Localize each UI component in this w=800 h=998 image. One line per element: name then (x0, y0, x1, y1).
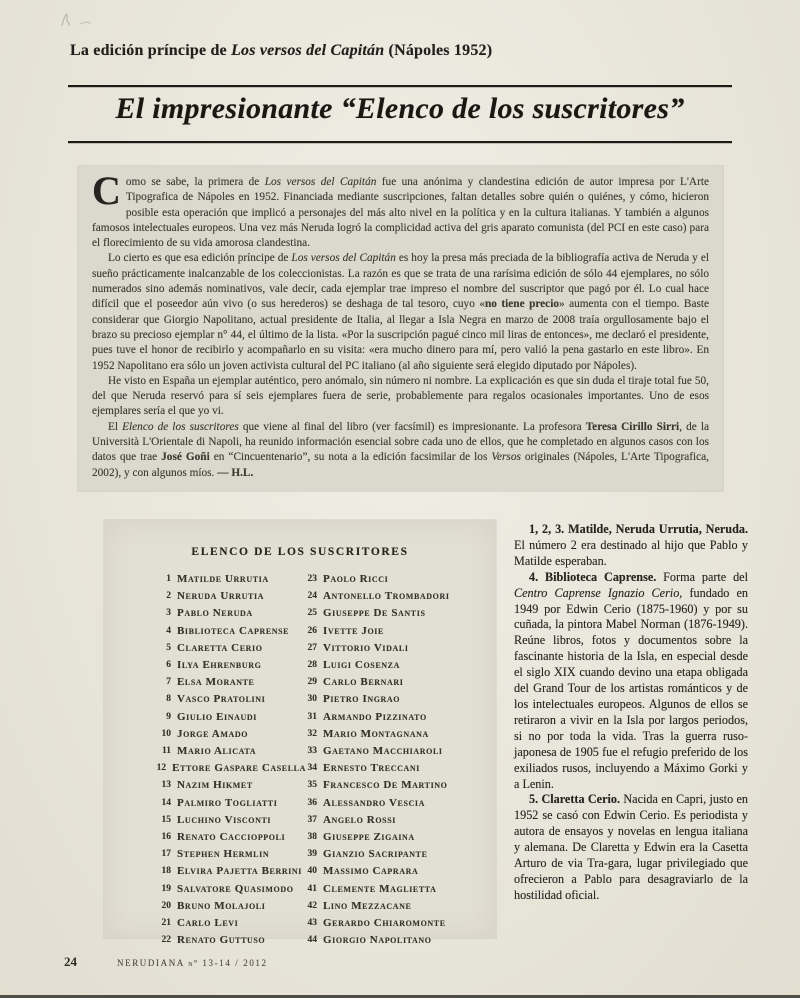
subscriber-name: Vasco Pratolini (177, 693, 266, 706)
subscriber-entry (156, 743, 306, 760)
subscriber-number: 31 (307, 711, 317, 722)
subscriber-name: Carlo Levi (177, 917, 239, 930)
subscriber-name: Bruno Molajoli (177, 899, 266, 912)
journal-name: NERUDIANA nº 13-14 / 2012 (117, 958, 268, 968)
subscriber-entry (302, 709, 472, 726)
subscriber-name: Mario Alicata (177, 745, 257, 758)
subscriber-number: 35 (307, 780, 317, 791)
subscriber-number: 33 (307, 746, 317, 757)
subscriber-number: 37 (307, 814, 317, 825)
subscriber-entry (302, 863, 472, 880)
subscriber-entry (156, 777, 306, 794)
subscriber-number: 1 (166, 574, 171, 584)
subscriber-name: Renato Guttuso (177, 934, 266, 947)
top-divider (68, 85, 732, 87)
subscriber-number: 30 (307, 694, 317, 705)
subscriber-number: 22 (161, 935, 171, 946)
subscriber-number: 2 (166, 591, 171, 602)
subscriber-name: Pablo Neruda (177, 607, 253, 620)
subscriber-name: Elvira Pajetta Berrini (177, 865, 303, 878)
intro-paragraph: Lo cierto es que esa edición príncipe de Los versos del Capitán es hoy la presa más preciada de la bibliografía activa de Neruda y el sueño prácticamente inalcanzable de los coleccionistas. La razón es que se trata de una rarísima edición de sólo 44 ejemplares, no sólo numerados sino además nominativos, vale decir, cada ejemplar trae impreso el nombre del suscriptor que pagó por él. Lo cual hace difícil que el poseedor aún vivo (o sus herederos) se deshaga de tal tesoro, cuyo «no tiene precio» aumenta con el tiempo. Baste considerar que Giorgio Napolitano, actual presidente de Italia, al llegar a Isla Negra en marzo de 2008 traía orgullosamente bajo el brazo su precioso ejemplar n° 44, el último de la lista. «Por la suscripción pagué cinco mil liras de entonces», me declaró el presidente, pues tuve el honor de recibirlo y acompañarlo en su visita: «era mucho dinero para mí, pero valió la pena gastarlo en este libro». En 1952 Napolitano era sólo un joven activista cultural del PC italiano (al año siguiente será elegido diputado por Nápoles). (92, 252, 710, 372)
subscriber-number: 25 (307, 608, 317, 619)
subscriber-name: Carlo Bernari (323, 676, 404, 689)
subscriber-name: Neruda Urrutia (177, 590, 265, 603)
subscriber-name: Ernesto Treccani (323, 762, 420, 775)
subscriber-number: 8 (166, 694, 171, 705)
subscriber-name: Vittorio Vidali (323, 641, 409, 654)
subscriber-entry (156, 605, 306, 622)
subscriber-name: Claretta Cerio (177, 641, 263, 654)
subscriber-number: 34 (307, 763, 317, 774)
subscriber-number: 18 (161, 866, 171, 877)
subscriber-number: 38 (307, 832, 317, 843)
subscriber-name: Clemente Maglietta (323, 882, 437, 895)
subscriber-entry (302, 846, 472, 863)
subscriber-number: 9 (166, 711, 171, 722)
subscriber-number: 26 (307, 625, 317, 636)
subscriber-name: Nazim Hikmet (177, 779, 253, 792)
subscriber-entry (156, 691, 306, 708)
subscriber-entry (156, 932, 306, 949)
subscriber-entry (302, 932, 472, 949)
subscriber-name: Luigi Cosenza (323, 659, 400, 672)
intro-panel (78, 166, 723, 491)
subscriber-column-right (302, 571, 472, 949)
kicker: La edición príncipe de Los versos del Capitán (Nápoles 1952) (70, 42, 493, 59)
subscriber-number: 16 (161, 832, 171, 843)
subscriber-name: Pietro Ingrao (323, 693, 401, 706)
subscriber-name: Renato Caccioppoli (177, 831, 286, 844)
subscriber-entry (156, 915, 306, 932)
subscriber-number: 15 (161, 814, 171, 825)
subscriber-name: Giuseppe De Santis (323, 607, 426, 620)
note-paragraph: 4. Biblioteca Caprense. Forma parte del Centro Caprense Ignazio Cerio, fundado en 1949 por Edwin Cerio (1875-1960) y por su cuñada, la pintora Mabel Norman (1876-1949). Reúne libros, fotos y documentos sobre la fascinante historia de la Isla, en especial desde el siglo XIX cuando devino una etapa obligada del Grand Tour de los artistas románticos y de los intelectuales europeos. Algunos de ellos se retiraron a vivir en la Isla por largos periodos, si no por toda la vida. Tras la guerra ruso-japonesa de 1905 fue el refugio preferido de los exiliados rusos, incluyendo a Máximo Gorki y a Lenin. (514, 569, 748, 791)
subscriber-number: 11 (162, 746, 171, 757)
subscriber-name: Matilde Urrutia (177, 573, 269, 585)
subscriber-entry (302, 898, 472, 915)
subscriber-number: 12 (156, 763, 167, 774)
subscriber-entry (302, 691, 472, 708)
subscriber-number: 42 (307, 900, 317, 911)
subscriber-number: 28 (307, 660, 317, 671)
subscriber-entry (156, 674, 306, 691)
subscriber-entry (156, 623, 306, 640)
subscriber-entry (302, 605, 472, 622)
subscriber-name: Angelo Rossi (323, 813, 396, 826)
subscriber-name: Salvatore Quasimodo (177, 882, 294, 895)
drop-cap: C (92, 168, 121, 213)
subscriber-name: Lino Mezzacane (323, 899, 412, 912)
subscriber-name: Stephen Hermlin (177, 848, 270, 861)
subscriber-column-left (156, 571, 306, 949)
subscriber-name: Giorgio Napolitano (323, 934, 432, 947)
subscriber-number: 27 (307, 642, 317, 653)
subscriber-name: Palmiro Togliatti (177, 796, 278, 809)
subscriber-name: Ettore Gaspare Casella (172, 762, 306, 775)
subscriber-entry (302, 657, 472, 674)
subscriber-name: Gianzio Sacripante (323, 848, 428, 861)
subscriber-name: Ilya Ehrenburg (177, 659, 262, 672)
subscriber-entry (302, 588, 472, 605)
page-number: 24 (64, 954, 77, 969)
subscriber-name: Paolo Ricci (323, 573, 389, 585)
subscriber-entry (156, 640, 306, 657)
subscriber-name: Luchino Visconti (177, 813, 272, 826)
subscriber-number: 41 (307, 883, 317, 894)
subscriber-number: 19 (161, 883, 171, 894)
subscriber-number: 39 (307, 849, 317, 860)
subscriber-entry (156, 829, 306, 846)
subscriber-entry (302, 726, 472, 743)
subscriber-number: 3 (166, 608, 171, 619)
subscriber-name: Mario Montagnana (323, 727, 429, 740)
subscriber-name: Jorge Amado (177, 727, 249, 740)
note-paragraph: 1, 2, 3. Matilde, Neruda Urrutia, Neruda. El número 2 era destinado al hijo que Pablo y Matilde esperaban. (514, 522, 748, 568)
note-paragraph: 5. Claretta Cerio. Nacida en Capri, justo en 1952 se casó con Edwin Cerio. Es periodista y autora de ensayos y novelas en lengua italiana y alemana. De Claretta y Edwin era la Casetta Arturo de via Tra-gara, lugar privilegiado que ofrecieron a Pablo para desagraviarlo de la hostilidad oficial. (514, 792, 748, 902)
subscriber-number: 14 (161, 797, 171, 808)
subscriber-entry (302, 777, 472, 794)
title-divider (68, 141, 732, 143)
subscriber-number: 4 (166, 625, 171, 636)
subscriber-number: 32 (307, 728, 317, 739)
subscriber-entry (156, 863, 306, 880)
subscriber-entry (156, 726, 306, 743)
elenco-heading: ELENCO DE LOS SUSCRITORES (191, 546, 409, 558)
subscriber-number: 6 (166, 660, 171, 671)
subscriber-entry (156, 795, 306, 812)
subscriber-entry (302, 881, 472, 898)
subscriber-entry (156, 898, 306, 915)
subscriber-number: 21 (161, 918, 171, 929)
subscriber-entry (302, 743, 472, 760)
subscriber-entry (156, 657, 306, 674)
subscriber-name: Giulio Einaudi (177, 710, 257, 723)
subscriber-columns (104, 571, 496, 949)
subscriber-name: Giuseppe Zigaina (323, 831, 415, 844)
subscriber-entry (302, 915, 472, 932)
subscriber-number: 43 (307, 918, 317, 929)
subscriber-entry (156, 588, 306, 605)
subscriber-name: Armando Pizzinato (323, 710, 427, 723)
subscriber-name: Francesco De Martino (323, 779, 448, 792)
subscriber-name: Gaetano Macchiaroli (323, 745, 443, 758)
subscriber-entry (302, 760, 472, 777)
intro-paragraph: El Elenco de los suscritores que viene al final del libro (ver facsímil) es impresionante. La profesora Teresa Cirillo Sirri, de la Università L'Orientale di Napoli, ha reunido información esencial sobre cada uno de ellos, que he completado en algunos casos con los datos que trae José Goñi en “Cincuentenario”, su nota a la edición facsimilar de los Versos originales (Nápoles, L'Arte Tipografica, 2002), y con algunos míos. — H.L. (92, 420, 710, 479)
subscriber-entry (302, 812, 472, 829)
subscriber-number: 13 (161, 780, 171, 791)
paragraph-text: omo se sabe, la primera de Los versos del Capitán fue una anónima y clandestina edición de autor impresa por L'Arte Tipografica de Nápoles en 1952. Financiada mediante suscripciones, faltan detalles sobre quién o quiénes, y cómo, hicieron posible esta operación que implicó a personajes del más alto nivel en la política y en la cultura italianas. Y también a algunos famosos intelectuales europeos. Una vez más Neruda logró la complicidad activa del gris aparato comunista (del PCI en este caso) para el florecimiento de su vida amorosa clandestina. (92, 176, 709, 250)
subscriber-number: 10 (161, 728, 171, 739)
subscriber-entry (156, 881, 306, 898)
subscriber-number: 36 (307, 797, 317, 808)
notes-column (514, 522, 748, 904)
subscriber-entry (156, 812, 306, 829)
subscriber-number: 5 (166, 642, 171, 653)
subscriber-name: Biblioteca Caprense (177, 624, 290, 637)
subscriber-name: Massimo Caprara (323, 865, 419, 878)
page-footer (64, 954, 268, 970)
subscriber-entry (302, 640, 472, 657)
subscriber-number: 29 (307, 677, 317, 688)
intro-paragraph (92, 168, 709, 251)
subscriber-entry (302, 795, 472, 812)
intro-paragraph: He visto en España un ejemplar auténtico, pero anómalo, sin número ni nombre. La explicación es que sin duda el tiraje total fue 50, del que Neruda reservó para sí seis ejemplares fuera de serie, probablemente para regalos ocasionales importantes. Uno de esos ejemplares sería el que yo vi. (92, 374, 709, 418)
facsimile-panel (104, 520, 496, 947)
subscriber-entry (156, 846, 306, 863)
subscriber-number: 40 (307, 866, 317, 877)
subscriber-entry (302, 674, 472, 691)
subscriber-number: 23 (307, 574, 317, 584)
subscriber-entry (156, 571, 306, 588)
subscriber-number: 44 (307, 935, 317, 946)
subscriber-entry (156, 709, 306, 726)
subscriber-entry (156, 760, 306, 777)
subscriber-entry (302, 829, 472, 846)
subscriber-name: Antonello Trombadori (323, 590, 450, 603)
subscriber-number: 17 (161, 849, 171, 860)
subscriber-number: 24 (307, 591, 317, 602)
subscriber-entry (302, 623, 472, 640)
subscriber-number: 7 (166, 677, 171, 688)
page-title: El impresionante “Elenco de los suscritores” (115, 92, 685, 125)
subscriber-name: Alessandro Vescia (323, 796, 425, 809)
subscriber-name: Elsa Morante (177, 676, 255, 689)
pencil-smudge (56, 4, 116, 34)
subscriber-number: 20 (161, 900, 171, 911)
subscriber-name: Gerardo Chiaromonte (323, 917, 446, 930)
subscriber-name: Ivette Joie (323, 624, 384, 637)
subscriber-entry (302, 571, 472, 588)
